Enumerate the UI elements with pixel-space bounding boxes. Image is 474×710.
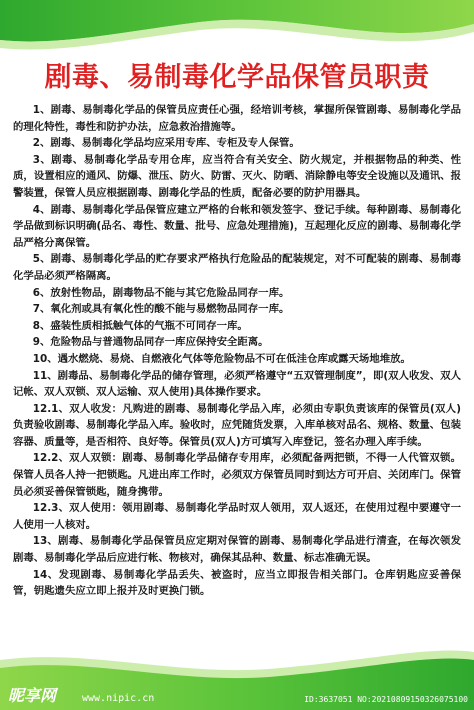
- duty-item-4: 4、剧毒、易制毒化学品保管应建立严格的台帐和领发签字、登记手续。每种剧毒、易制毒化学品做到标识明确(品名、毒性、数量、批号、应急处理措施)，互起理化反应的剧毒、易制毒化学品严格分离保管。: [13, 203, 461, 249]
- watermark-url: www.nipic.cn: [82, 693, 155, 704]
- duty-item-9: 9、危险物品与普通物品同存一库应保持安全距离。: [32, 336, 269, 349]
- duty-item-1: 1、剧毒、易制毒化学品的保管员应责任心强，经培训考核，掌握所保管剧毒、易制毒化学品的理化特性，毒性和防护办法，应急救治措施等。: [13, 104, 461, 133]
- page-title: 剧毒、易制毒化学品保管员职责: [44, 62, 430, 93]
- duty-item-6: 6、放射性物品，剧毒物品不能与其它危险品同存一库。: [32, 286, 290, 299]
- duty-item-12-2: 12.2、双人双锁：剧毒、易制毒化学品储存专用库，必须配备两把锁，不得一人代管双锁。保管人员各人持一把锁匙。凡进出库工作时，必须双方保管员同时到达方可开启、关闭库门。保管员必须妥善保管锁匙，随身携带。: [13, 452, 461, 498]
- watermark-id: ID:3637051 NO:20210809150326075100: [304, 695, 468, 704]
- duty-item-11: 11、剧毒品、易制毒化学品的储存管理，必须严格遵守“五双管理制度”，即(双人收发、双人记帐、双人双锁、双人运输、双人使用)具体操作要求。: [13, 369, 461, 399]
- duty-item-7: 7、氧化剂或具有氧化性的酸不能与易燃物品同存一库。: [32, 303, 290, 316]
- watermark-logo: 昵享网: [8, 686, 57, 705]
- duty-item-5: 5、剧毒、易制毒化学品的贮存要求严格执行危险品的配装规定，对不可配装的剧毒、易制毒化学品必须严格隔离。: [13, 253, 461, 282]
- top-green-wave: [0, 0, 474, 60]
- duty-item-12-3: 12.3、双人使用：领用剧毒、易制毒化学品时双人领用，双人返还，在使用过程中要遵守一人使用一人核对。: [13, 502, 461, 531]
- duty-item-2: 2、剧毒、易制毒化学品均应采用专库、专柜及专人保管。: [32, 137, 300, 150]
- duty-item-10: 10、遇水燃烧、易烧、自燃液化气体等危险物品不可在低洼仓库或露天场地堆放。: [32, 352, 411, 365]
- duty-item-14: 14、发现剧毒、易制毒化学品丢失、被盗时，应当立即报告相关部门。仓库钥匙应妥善保管，钥匙遗失应立即上报并及时更换门锁。: [13, 568, 461, 598]
- duty-item-3: 3、剧毒、易制毒化学品专用仓库，应当符合有关安全、防火规定，并根据物品的种类、性质，设置相应的通风、防爆、泄压、防火、防雷、灭火、防晒、消除静电等安全设施以及通讯、报警装置，保管人员应根据剧毒、剧毒化学品的性质，配备必要的防护用器具。: [13, 153, 461, 199]
- duty-item-12-1: 12.1、双人收发：凡购进的剧毒、易制毒化学品入库，必须由专职负责该库的保管员(双人)负责验收剧毒、易制毒化学品入库。验收时，应凭随货发票，入库单核对品名、规格、数量、包装容器、质量等，是否相符、良好等。保管员(双人)方可填写入库登记，签名办理入库手续。: [13, 402, 461, 448]
- duty-item-8: 8、盛装性质相抵触气体的气瓶不可同存一库。: [32, 319, 248, 332]
- duty-item-13: 13、剧毒、易制毒化学品保管员应定期对保管的剧毒、易制毒化学品进行清查，在每次领发剧毒、易制毒化学品后应进行帐、物核对，确保其品种、数量、标志准确无误。: [13, 535, 461, 565]
- duties-body: [13, 102, 461, 600]
